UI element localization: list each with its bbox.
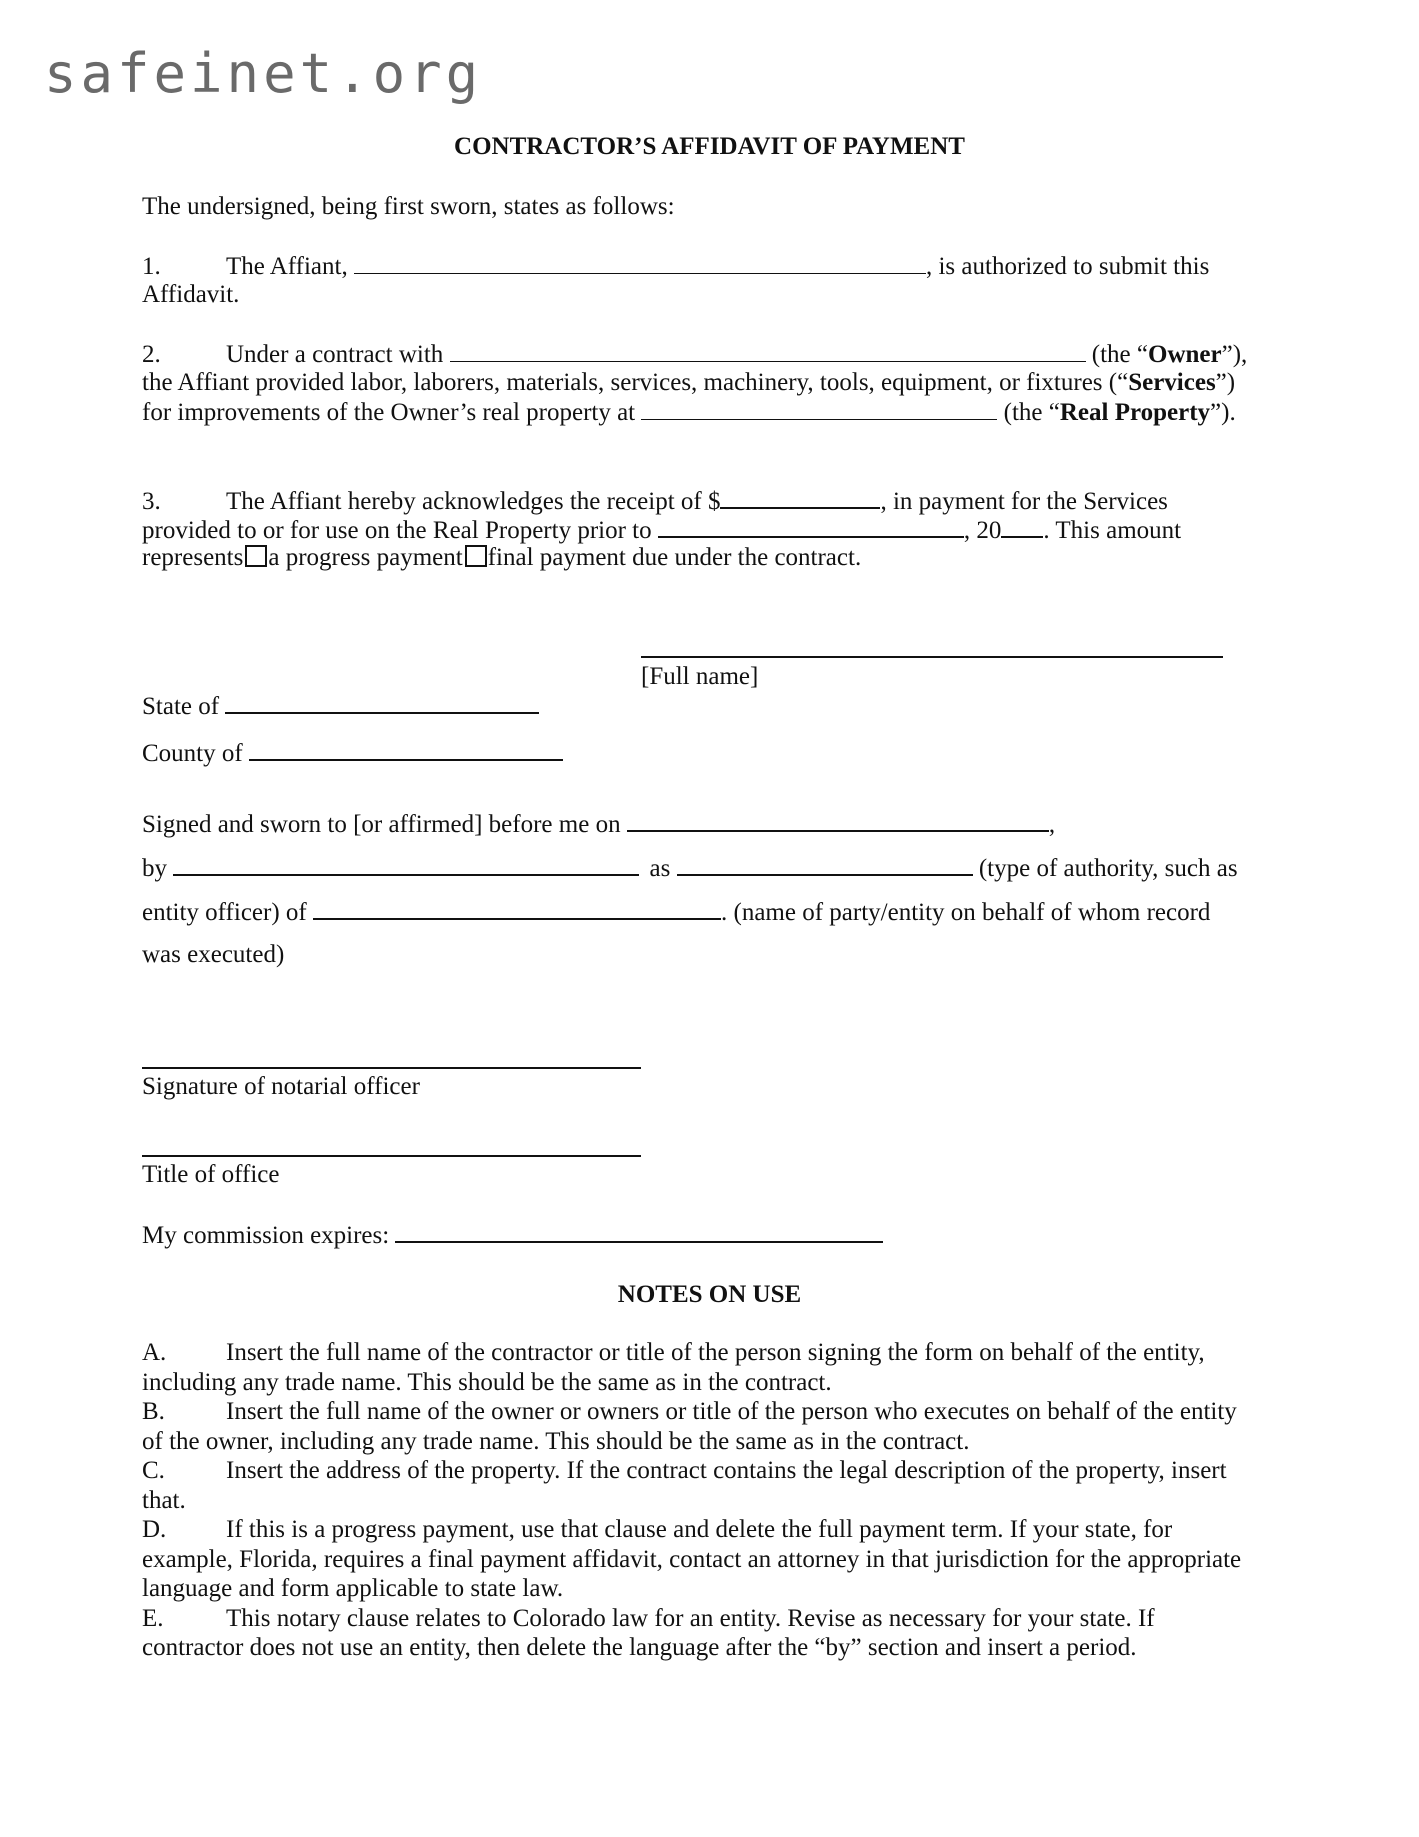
note-text: This notary clause relates to Colorado law for an entity. Revise as necessary for your state. If bbox=[226, 1604, 1155, 1632]
payment-amount-field[interactable] bbox=[720, 485, 880, 509]
real-property-term: Real Property bbox=[1059, 399, 1211, 426]
signed-sworn-row bbox=[142, 808, 1055, 839]
para1-number: 1. bbox=[142, 253, 161, 280]
by-row bbox=[142, 852, 1238, 883]
progress-payment-checkbox[interactable] bbox=[245, 545, 267, 567]
commission-row bbox=[142, 1219, 883, 1250]
note-text: language and form applicable to state law. bbox=[142, 1575, 564, 1602]
para3-text-a: The Affiant hereby acknowledges the receipt of $ bbox=[226, 488, 721, 515]
full-name-label: [Full name] bbox=[641, 663, 759, 690]
para2-line2 bbox=[142, 368, 1235, 397]
para3-text-b: , in payment for the Services bbox=[880, 488, 1168, 515]
progress-payment-label: a progress payment bbox=[268, 544, 463, 571]
para3-text-d: , 20 bbox=[963, 517, 1002, 544]
note-letter: E. bbox=[142, 1604, 164, 1632]
notes-list bbox=[142, 1338, 1277, 1663]
note-c bbox=[142, 1456, 1277, 1515]
state-label: State of bbox=[142, 693, 220, 720]
intro-text: The undersigned, being first sworn, states as follows: bbox=[142, 193, 675, 220]
para2-text-h: ”). bbox=[1210, 399, 1236, 426]
type-authority-label: (type of authority, such as bbox=[978, 855, 1238, 882]
commission-label: My commission expires: bbox=[142, 1222, 390, 1249]
commission-expiry-field[interactable] bbox=[395, 1219, 883, 1243]
signed-comma: , bbox=[1048, 811, 1056, 838]
para1-text-a: The Affiant, bbox=[226, 253, 348, 280]
para3-number: 3. bbox=[142, 488, 161, 515]
services-term: Services bbox=[1128, 369, 1216, 396]
title-office-label: Title of office bbox=[142, 1161, 280, 1188]
para2-text-e: ”) bbox=[1215, 369, 1236, 396]
state-row bbox=[142, 690, 539, 721]
entity-officer-label: entity officer) of bbox=[142, 899, 307, 926]
final-payment-label: final payment due under the contract. bbox=[487, 544, 862, 571]
county-field[interactable] bbox=[249, 737, 563, 761]
para2-text-b: (the “ bbox=[1091, 341, 1148, 368]
was-executed-text: was executed) bbox=[142, 941, 285, 968]
entity-name-field[interactable] bbox=[313, 896, 721, 920]
document-title: CONTRACTOR’S AFFIDAVIT OF PAYMENT bbox=[454, 133, 965, 160]
sworn-date-field[interactable] bbox=[627, 808, 1049, 832]
para3-text-f: represents bbox=[142, 544, 244, 571]
para1-line1 bbox=[142, 251, 1209, 281]
note-text: that. bbox=[142, 1486, 186, 1514]
para2-text-a: Under a contract with bbox=[226, 341, 444, 368]
prior-to-date-field[interactable] bbox=[658, 514, 964, 538]
para3-text-c: provided to or for use on the Real Property prior to bbox=[142, 517, 652, 544]
note-a bbox=[142, 1338, 1277, 1397]
as-label: as bbox=[649, 855, 671, 882]
watermark: safeinet.org bbox=[44, 42, 483, 105]
para3-line3 bbox=[142, 543, 861, 572]
para2-line1 bbox=[142, 339, 1247, 369]
para3-text-e: . This amount bbox=[1043, 517, 1182, 544]
final-payment-checkbox[interactable] bbox=[465, 545, 487, 567]
notary-signature-line[interactable] bbox=[142, 1067, 641, 1069]
para2-text-c: ”), bbox=[1221, 341, 1248, 368]
note-letter: C. bbox=[142, 1457, 165, 1484]
para3-line2 bbox=[142, 514, 1181, 545]
notes-title: NOTES ON USE bbox=[617, 1281, 802, 1308]
para2-text-d: the Affiant provided labor, laborers, materials, services, machinery, tools, equipment, or fixtures (“ bbox=[142, 369, 1129, 396]
note-letter: B. bbox=[142, 1398, 165, 1425]
note-text: Insert the full name of the owner or owners or title of the person who executes on behalf of the entity bbox=[226, 1398, 1237, 1425]
signed-sworn-label: Signed and sworn to [or affirmed] before me on bbox=[142, 811, 621, 838]
note-b bbox=[142, 1397, 1277, 1456]
county-row bbox=[142, 737, 563, 768]
note-text: example, Florida, requires a final payment affidavit, contact an attorney in that jurisdiction for the appropriate bbox=[142, 1545, 1242, 1573]
county-label: County of bbox=[142, 740, 243, 767]
affiant-signature-line[interactable] bbox=[641, 656, 1223, 658]
note-text: If this is a progress payment, use that clause and delete the full payment term. If your state, for bbox=[226, 1516, 1173, 1543]
note-letter: D. bbox=[142, 1516, 167, 1543]
note-text: including any trade name. This should be the same as in the contract. bbox=[142, 1368, 832, 1396]
owner-term: Owner bbox=[1148, 341, 1222, 368]
entity-officer-row bbox=[142, 896, 1210, 927]
authority-type-field[interactable] bbox=[677, 852, 973, 876]
by-label: by bbox=[142, 855, 167, 882]
property-address-field[interactable] bbox=[641, 397, 997, 420]
note-text: Insert the address of the property. If the contract contains the legal description of the property, insert bbox=[226, 1457, 1227, 1484]
note-d bbox=[142, 1515, 1277, 1604]
note-letter: A. bbox=[142, 1339, 167, 1366]
notary-signature-label: Signature of notarial officer bbox=[142, 1073, 420, 1100]
para3-line1 bbox=[142, 485, 1168, 516]
para2-number: 2. bbox=[142, 341, 161, 368]
owner-name-field[interactable] bbox=[450, 339, 1086, 362]
para2-text-f: for improvements of the Owner’s real property at bbox=[142, 399, 636, 426]
entity-name-label: . (name of party/entity on behalf of whom record bbox=[721, 899, 1211, 926]
para2-line3 bbox=[142, 397, 1236, 427]
para1-text-b: , is authorized to submit this bbox=[925, 253, 1210, 280]
title-office-line[interactable] bbox=[142, 1155, 641, 1157]
year-field[interactable] bbox=[1001, 514, 1043, 538]
affiant-name-field[interactable] bbox=[354, 251, 926, 274]
note-text: contractor does not use an entity, then delete the language after the “by” section and insert a period. bbox=[142, 1634, 1137, 1661]
note-text: of the owner, including any trade name. This should be the same as in the contract. bbox=[142, 1427, 970, 1455]
note-text: Insert the full name of the contractor or title of the person signing the form on behalf of the entity, bbox=[226, 1339, 1205, 1366]
by-name-field[interactable] bbox=[173, 852, 639, 876]
note-e bbox=[142, 1604, 1277, 1663]
para1-line2: Affidavit. bbox=[142, 281, 240, 308]
state-field[interactable] bbox=[225, 690, 539, 714]
para2-text-g: (the “ bbox=[1003, 399, 1060, 426]
